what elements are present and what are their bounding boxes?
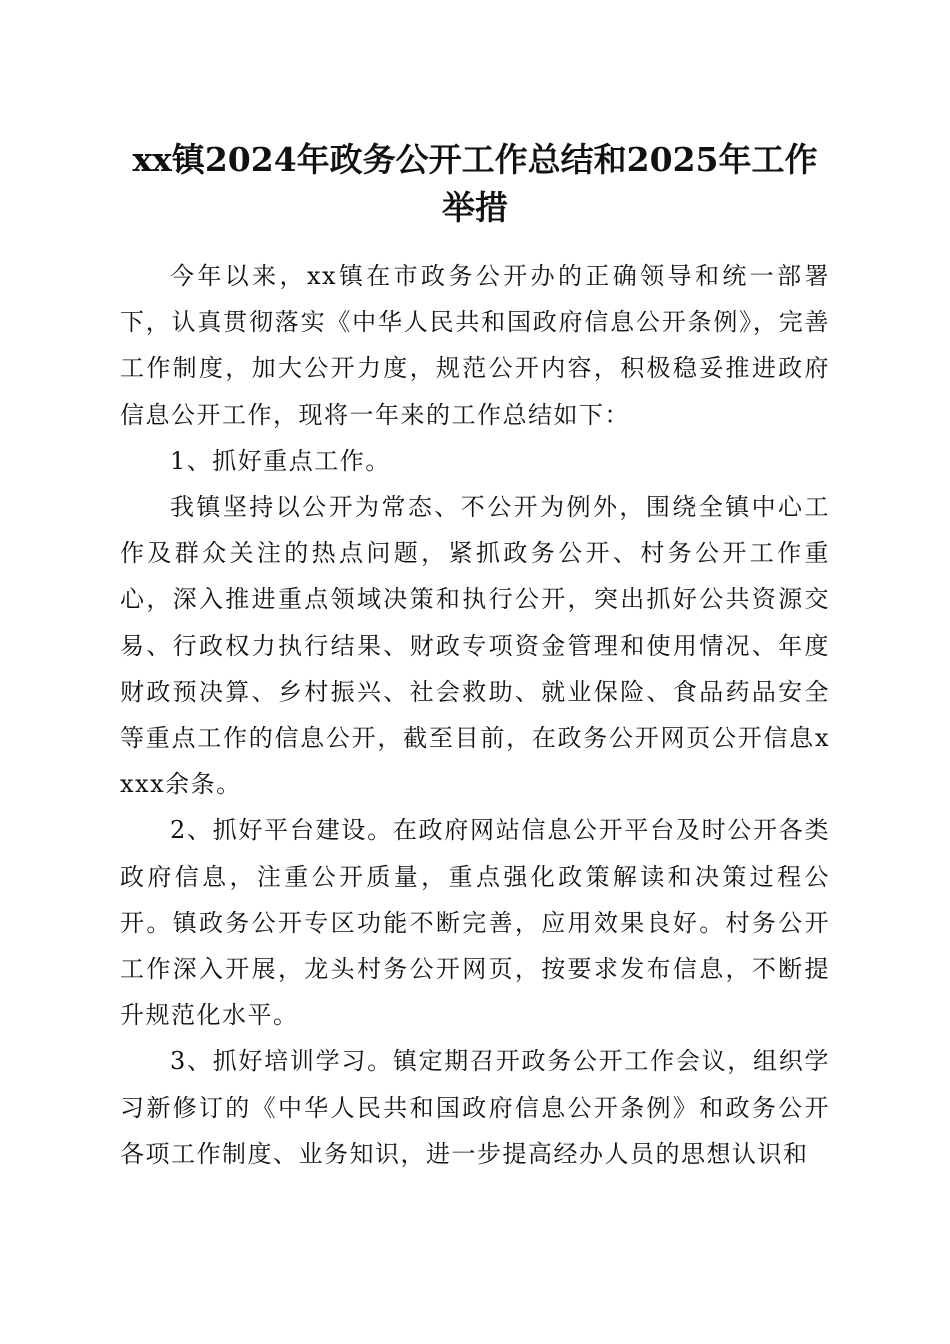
paragraph-key-work: 我镇坚持以公开为常态、不公开为例外，围绕全镇中心工作及群众关注的热点问题，紧抓政务公开、村务公开工作重心，深入推进重点领域决策和执行公开，突出抓好公共资源交易、行政权力执行结果、财政专项资金管理和使用情况、年度财政预决算、乡村振兴、社会救助、就业保险、食品药品安全等重点工作的信息公开，截至目前，在政务公开网页公开信息xxxx余条。 — [120, 493, 830, 799]
paragraph-platform: 2、抓好平台建设。在政府网站信息公开平台及时公开各类政府信息，注重公开质量，重点强化政策解读和决策过程公开。镇政务公开专区功能不断完善，应用效果良好。村务公开工作深入开展，龙头村务公开网页，按要求发布信息，不断提升规范化水平。 — [120, 816, 830, 1030]
title-line-1: xx镇2024年政务公开工作总结和2025年工作 — [132, 140, 818, 179]
section-heading-1: 1、抓好重点工作。 — [170, 446, 391, 475]
document-body — [120, 253, 830, 1177]
paragraph-training: 3、抓好培训学习。镇定期召开政务公开工作会议，组织学习新修订的《中华人民共和国政府信息公开条例》和政务公开各项工作制度、业务知识，进一步提高经办人员的思想认识和 — [120, 1047, 830, 1168]
title-line-2: 举措 — [442, 188, 508, 227]
paragraph-intro: 今年以来，xx镇在市政务公开办的正确领导和统一部署下，认真贯彻落实《中华人民共和国政府信息公开条例》，完善工作制度，加大公开力度，规范公开内容，积极稳妥推进政府信息公开工作，现将一年来的工作总结如下： — [120, 262, 830, 429]
document-title — [110, 136, 840, 232]
